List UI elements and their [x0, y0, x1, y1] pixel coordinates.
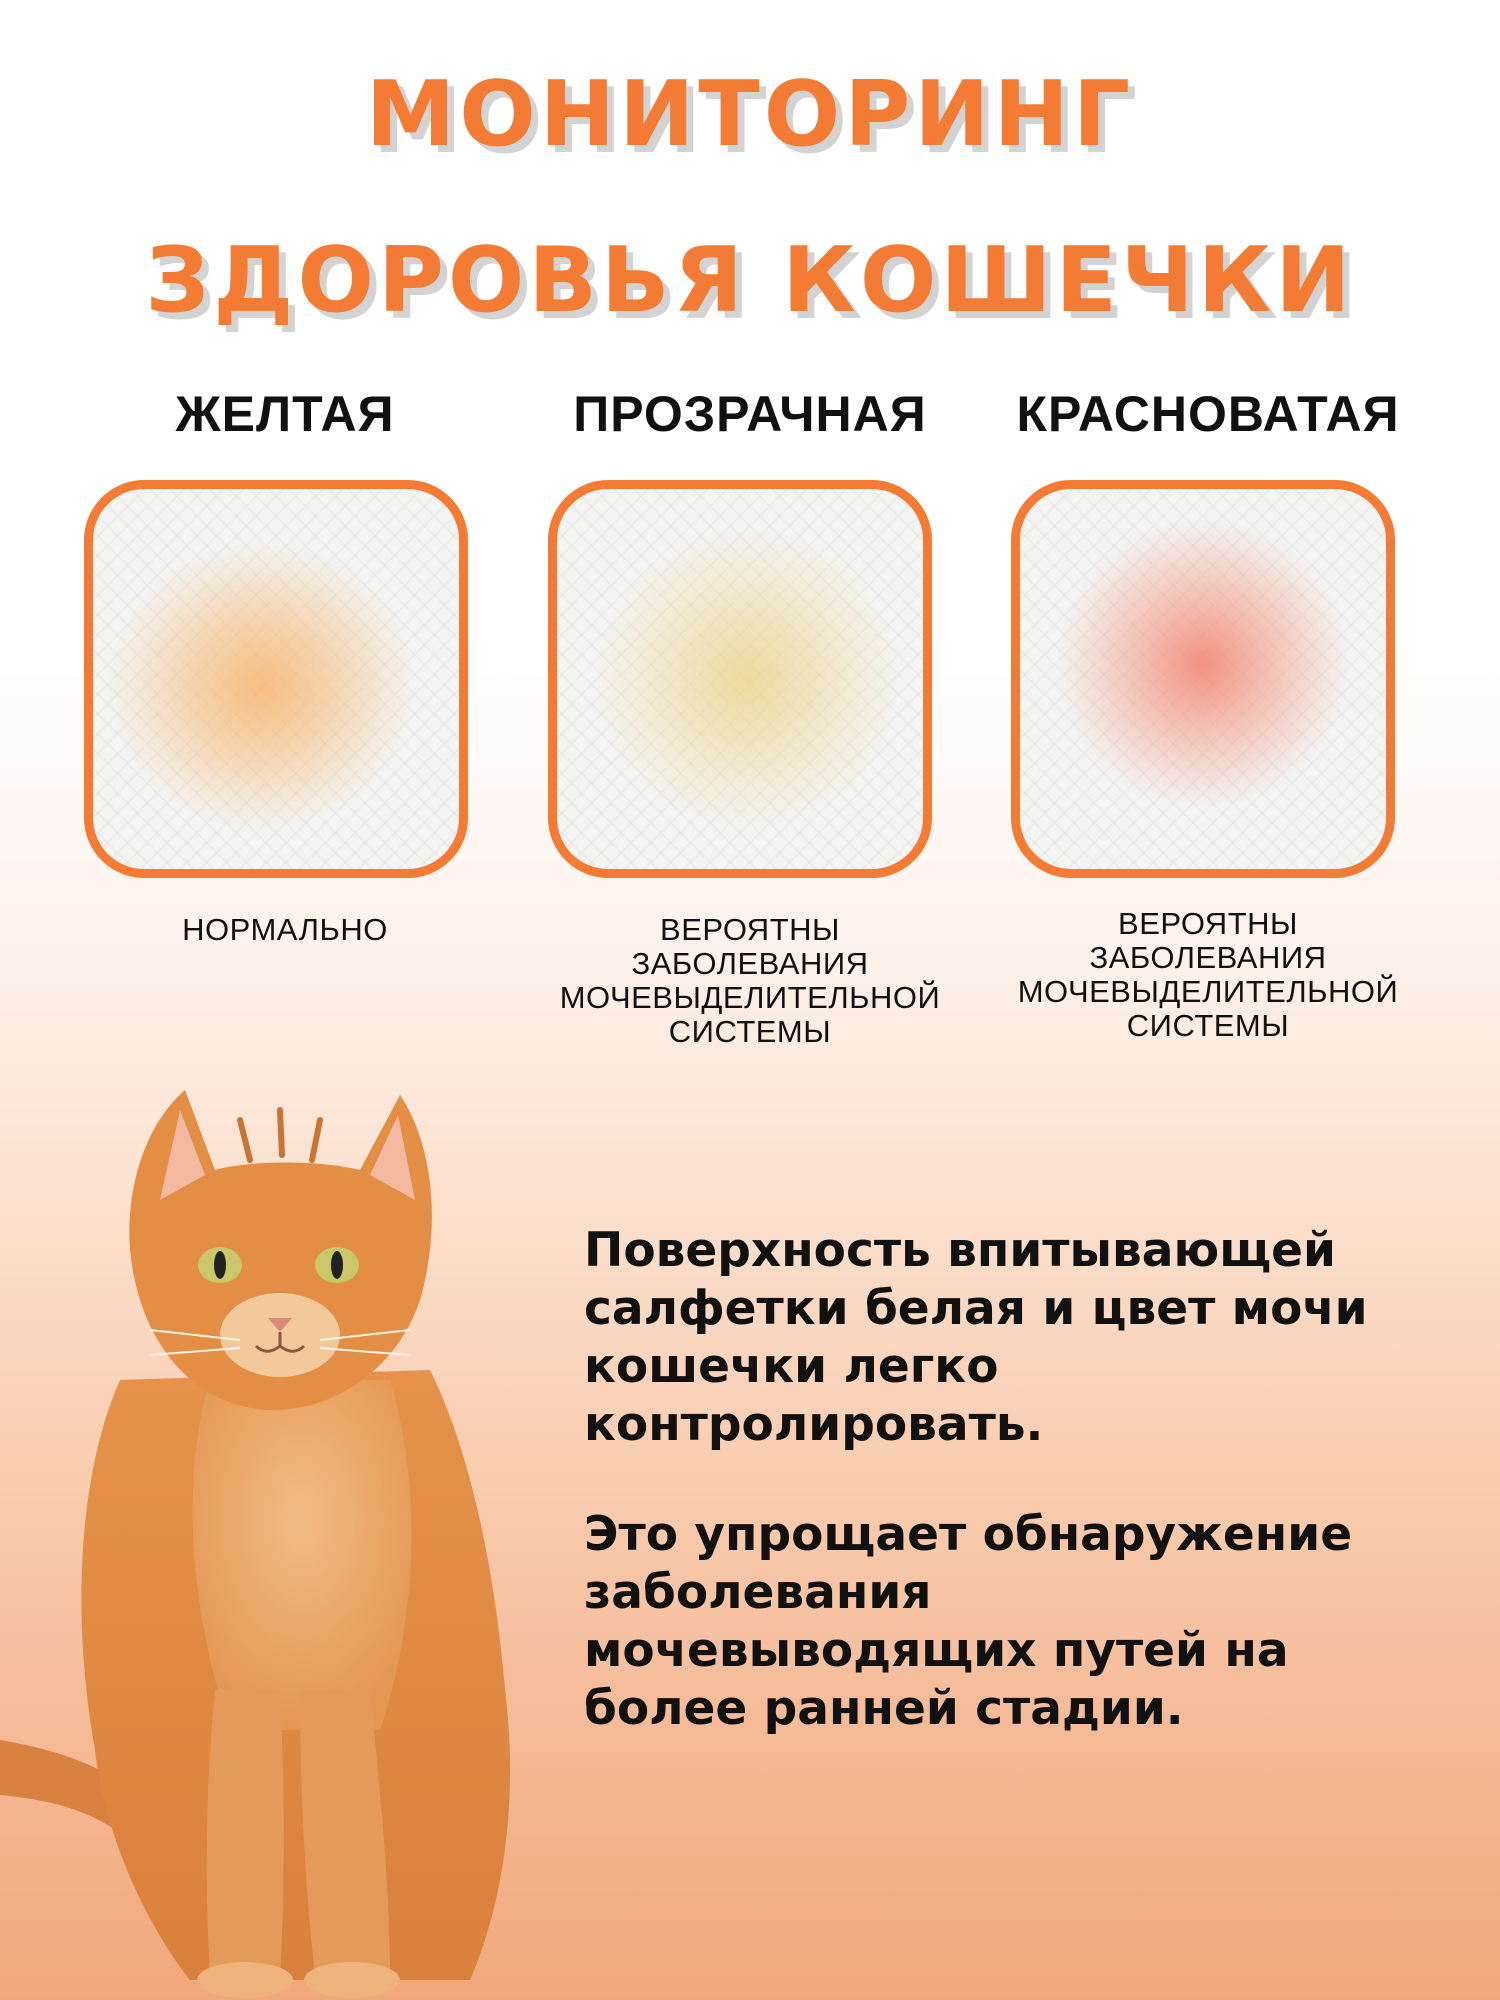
note-clear: [520, 913, 980, 1049]
paragraph-2: [584, 1506, 1484, 1738]
note-yellow-line: НОРМАЛЬНО: [182, 912, 388, 947]
sample-reddish-image: [1011, 480, 1395, 878]
note-reddish-line: ВЕРОЯТНЫ: [1118, 906, 1298, 941]
paragraph-2-line: Это упрощает обнаружение: [584, 1507, 1353, 1562]
label-clear: ПРОЗРАЧНАЯ: [573, 386, 927, 442]
paragraph-1-line: кошечки легко: [584, 1339, 999, 1394]
sample-clear-image: [548, 480, 932, 878]
ginger-cat-image: [0, 1050, 560, 2000]
note-yellow: [55, 913, 515, 947]
note-clear-line: ЗАБОЛЕВАНИЯ: [631, 946, 869, 981]
note-reddish-line: СИСТЕМЫ: [1126, 1008, 1290, 1043]
note-reddish-line: ЗАБОЛЕВАНИЯ: [1089, 940, 1327, 975]
paragraph-1-line: контролировать.: [584, 1397, 1044, 1452]
paragraph-2-line: мочевыводящих путей на: [584, 1623, 1289, 1678]
paragraph-2-line: заболевания: [584, 1565, 932, 1620]
note-reddish: [978, 907, 1438, 1043]
sample-yellow-image: [84, 480, 468, 878]
paragraph-2-line: более ранней стадии.: [584, 1681, 1184, 1736]
note-reddish-line: МОЧЕВЫДЕЛИТЕЛЬНОЙ: [1017, 974, 1399, 1009]
label-yellow: ЖЕЛТАЯ: [175, 386, 395, 442]
paragraph-1-line: салфетки белая и цвет мочи: [584, 1281, 1368, 1336]
paragraph-1: [584, 1222, 1484, 1454]
title-line-1: МОНИТОРИНГ: [365, 62, 1135, 167]
label-reddish: КРАСНОВАТАЯ: [1016, 386, 1400, 442]
note-clear-line: ВЕРОЯТНЫ: [660, 912, 840, 947]
title-line-2: ЗДОРОВЬЯ КОШЕЧКИ: [145, 228, 1355, 333]
note-clear-line: СИСТЕМЫ: [668, 1014, 832, 1049]
note-clear-line: МОЧЕВЫДЕЛИТЕЛЬНОЙ: [559, 980, 941, 1015]
paragraph-1-line: Поверхность впитывающей: [584, 1223, 1336, 1278]
